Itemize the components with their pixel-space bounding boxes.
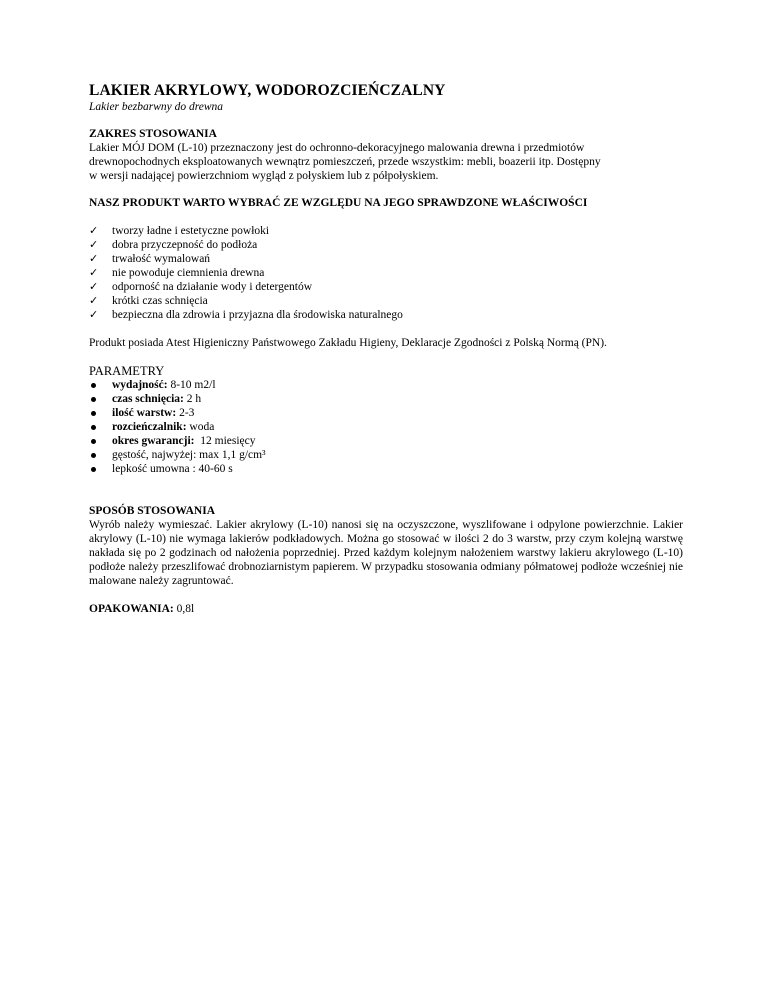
checklist-item [89, 308, 683, 322]
parameter-value: gęstość, najwyżej: max 1,1 g/cm³ [112, 449, 266, 461]
check-icon: ✓ [89, 252, 99, 265]
zakres-line: w wersji nadającej powierzchniom wygląd z połyskiem lub z półpołyskiem. [89, 170, 439, 182]
check-icon: ✓ [89, 294, 99, 307]
parameter-value: 12 miesięcy [194, 435, 256, 447]
document-body [89, 82, 683, 616]
packaging-line [89, 602, 683, 616]
bullet-icon [91, 439, 96, 444]
checklist-item-text: bezpieczna dla zdrowia i przyjazna dla środowiska naturalnego [112, 309, 403, 321]
parameter-item [89, 434, 683, 448]
parameter-item [89, 392, 683, 406]
zakres-line: drewnopochodnych eksploatowanych wewnątrz pomieszczeń, przede wszystkim: mebli, boazerii itp. Dostępny [89, 156, 601, 168]
bullet-icon [91, 453, 96, 458]
checklist-item [89, 280, 683, 294]
document-subtitle: Lakier bezbarwny do drewna [89, 101, 224, 113]
checklist-item-text: nie powoduje ciemnienia drewna [112, 267, 265, 279]
checklist-item-text: tworzy ładne i estetyczne powłoki [112, 225, 270, 237]
parameter-item [89, 378, 683, 392]
check-icon: ✓ [89, 280, 99, 293]
checklist-item [89, 266, 683, 280]
packaging-value: 0,8l [173, 603, 195, 615]
checklist-item-text: odporność na działanie wody i detergentów [112, 281, 313, 293]
check-icon: ✓ [89, 308, 99, 321]
check-icon: ✓ [89, 238, 99, 251]
check-icon: ✓ [89, 266, 99, 279]
parameter-label: wydajność: [112, 379, 168, 391]
checklist-item [89, 294, 683, 308]
checklist-item [89, 252, 683, 266]
parameter-item [89, 448, 683, 462]
packaging-label: OPAKOWANIA: [89, 603, 174, 615]
parameter-item [89, 462, 683, 476]
parameter-value: 2 h [183, 393, 202, 405]
parameter-value: 2-3 [176, 407, 195, 419]
checklist-item-text: dobra przyczepność do podłoża [112, 239, 258, 251]
parameter-value: woda [186, 421, 215, 433]
parameter-label: czas schnięcia: [112, 393, 184, 405]
section-heading-zakres: ZAKRES STOSOWANIA [89, 128, 217, 140]
zakres-line: Lakier MÓJ DOM (L-10) przeznaczony jest do ochronno-dekoracyjnego malowania drewna i przedmiotów [89, 142, 585, 154]
parameter-value: lepkość umowna : 40-60 s [112, 463, 233, 475]
check-icon: ✓ [89, 224, 99, 237]
document-title: LAKIER AKRYLOWY, WODOROZCIEŃCZALNY [89, 82, 446, 99]
bullet-icon [91, 397, 96, 402]
parameter-item [89, 406, 683, 420]
parameter-label: ilość warstw: [112, 407, 177, 419]
checklist-item-text: trwałość wymalowań [112, 253, 211, 265]
section-heading-sposob: SPOSÓB STOSOWANIA [89, 505, 216, 517]
sposob-paragraph: Wyrób należy wymieszać. Lakier akrylowy (L-10) nanosi się na oczyszczone, wyszlifowane i odpylone powierzchnie. Lakier akrylowy (L-10) nie wymaga lakierów podkładowych. Można go stosować w ilości 2 do 3 warstw, przy czym kolejną warstwę nakłada się po 2 godzinach od nałożenia poprzedniej. Przed każdym kolejnym nałożeniem warstwy lakieru akrylowego (L-10) podłoże należy przeszlifować drobnoziarnistym papierem. W przypadku stosowania odmiany półmatowej podłoże wcześniej nie malowane należy zagruntować. [89, 519, 683, 587]
checklist-item [89, 238, 683, 252]
section-heading-wlasciwosci: NASZ PRODUKT WARTO WYBRAĆ ZE WZGLĘDU NA JEGO SPRAWDZONE WŁAŚCIWOŚCI [89, 197, 588, 209]
section-heading-parametry: PARAMETRY [89, 364, 165, 378]
checklist-item [89, 224, 683, 238]
checklist-item-text: krótki czas schnięcia [112, 295, 208, 307]
bullet-icon [91, 411, 96, 416]
parameters-list [89, 378, 683, 476]
bullet-icon [91, 383, 96, 388]
parameter-label: rozcieńczalnik: [112, 421, 187, 433]
parameter-value: 8-10 m2/l [167, 379, 216, 391]
parameter-item [89, 420, 683, 434]
bullet-icon [91, 467, 96, 472]
bullet-icon [91, 425, 96, 430]
parameter-label: okres gwarancji: [112, 435, 195, 447]
properties-checklist [89, 224, 683, 322]
atest-paragraph: Produkt posiada Atest Higieniczny Państwowego Zakładu Higieny, Deklaracje Zgodności z Polską Normą (PN). [89, 337, 607, 349]
